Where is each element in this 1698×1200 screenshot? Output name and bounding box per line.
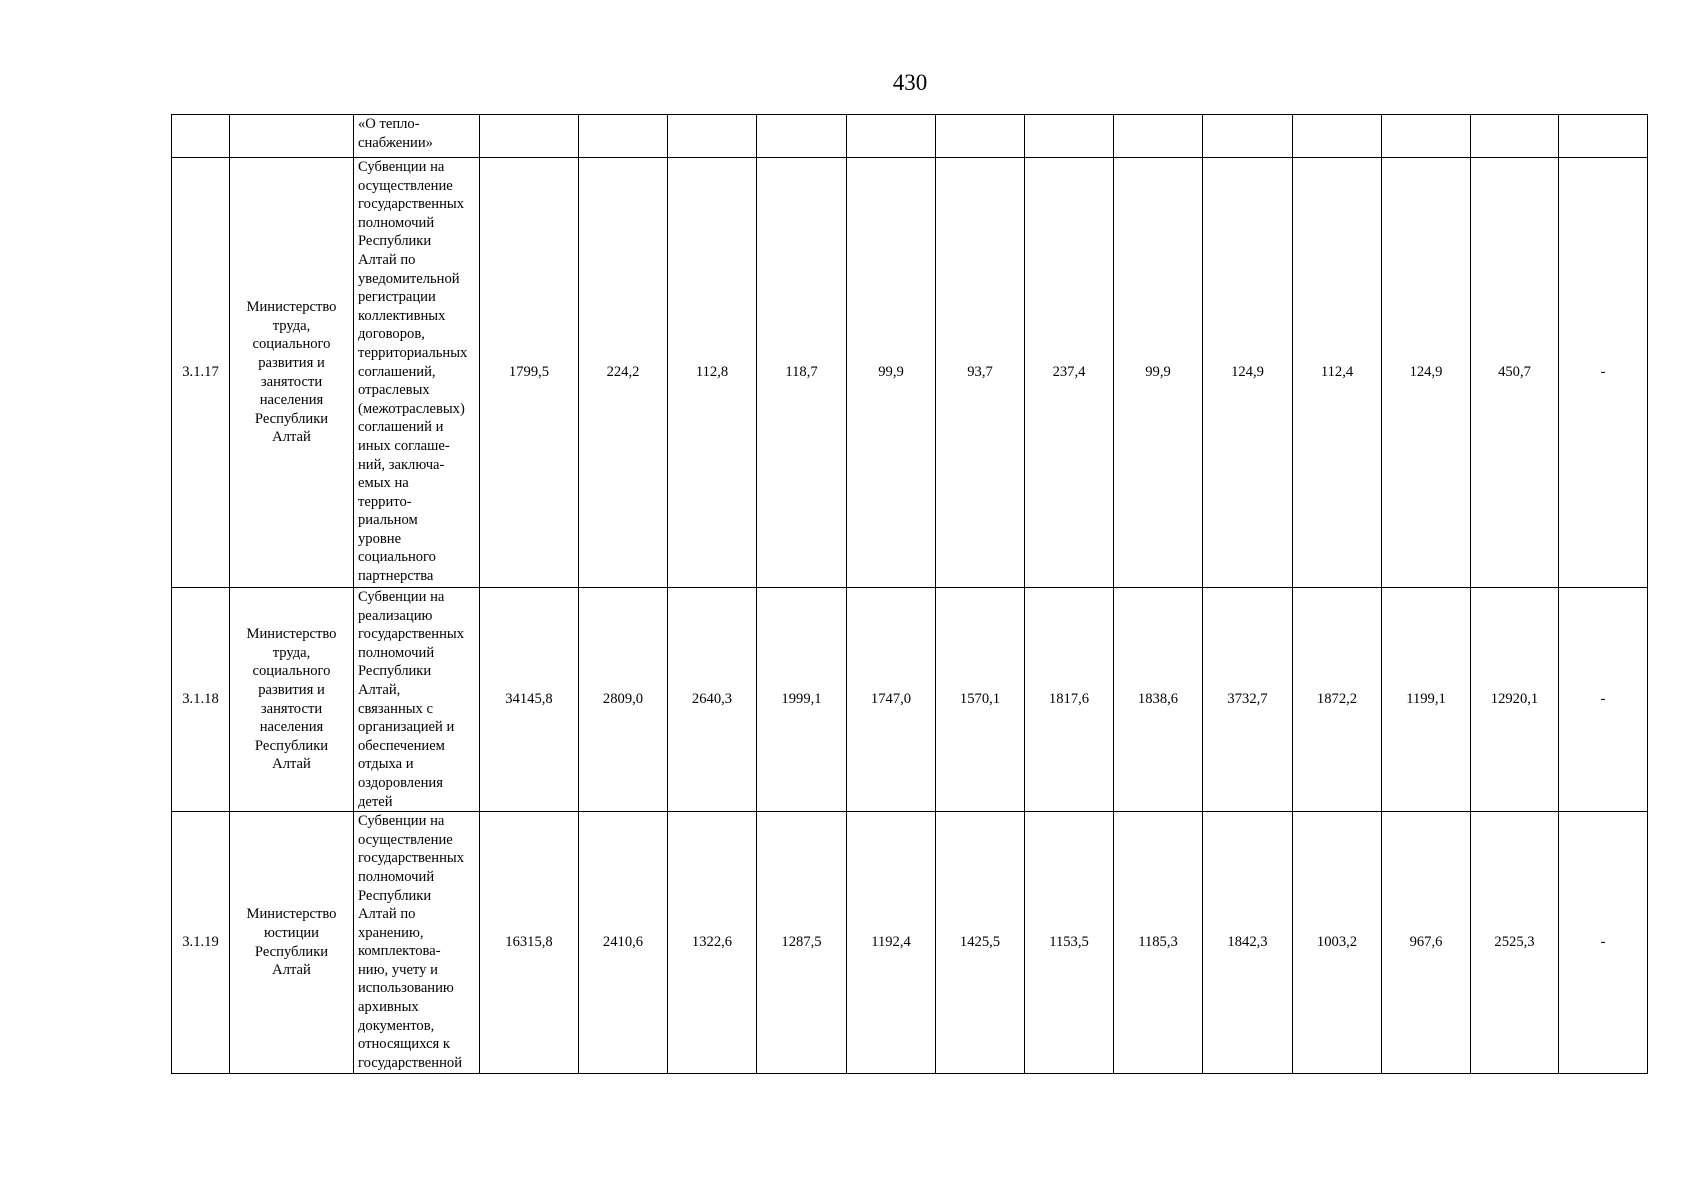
note-cell (1559, 115, 1648, 158)
organization-cell (230, 812, 354, 1074)
value-cell (480, 115, 579, 158)
value-cell (1025, 115, 1114, 158)
organization-cell (230, 158, 354, 588)
value-cell: 2525,3 (1471, 812, 1559, 1074)
organization-text: Министерство юстиции Республики Алтай (246, 906, 337, 979)
value-cell: 124,9 (1382, 158, 1471, 588)
value-cell: 1287,5 (757, 812, 847, 1074)
value-cell: 3732,7 (1203, 588, 1293, 812)
value-cell: 1999,1 (757, 588, 847, 812)
note-cell: - (1559, 812, 1648, 1074)
value-cell (847, 115, 936, 158)
value-cell: 1199,1 (1382, 588, 1471, 812)
description-text: Субвенции на осуществление государственных полномочий Республики Алтай по уведомительной регистрации коллективных договоров, территориальных соглашений, отраслевых (межотраслевых) соглашений и иных соглаше- ний, заключа- емых на террито- риальном уровне социального партнерства (358, 159, 468, 585)
value-cell: 237,4 (1025, 158, 1114, 588)
value-cell: 1799,5 (480, 158, 579, 588)
table-row (172, 115, 1648, 158)
table-row (172, 158, 1648, 588)
value-cell (936, 115, 1025, 158)
value-cell: 1817,6 (1025, 588, 1114, 812)
description-text: Субвенции на осуществление государственных полномочий Республики Алтай по хранению, комплектова- нию, учету и использованию архивных документов, относящихся к государственной (358, 813, 465, 1071)
page-number: 430 (892, 70, 928, 95)
value-cell: 2410,6 (579, 812, 668, 1074)
value-cell: 1192,4 (847, 812, 936, 1074)
value-cell: 12920,1 (1471, 588, 1559, 812)
organization-text: Министерство труда, социального развития и занятости населения Республики Алтай (246, 299, 337, 446)
row-id-cell: 3.1.19 (172, 812, 230, 1074)
value-cell: 2640,3 (668, 588, 757, 812)
description-cell (354, 812, 480, 1074)
table-body (172, 115, 1648, 1074)
value-cell (1114, 115, 1203, 158)
value-cell: 1185,3 (1114, 812, 1203, 1074)
value-cell (1203, 115, 1293, 158)
value-cell: 99,9 (847, 158, 936, 588)
description-cell (354, 115, 480, 158)
value-cell: 967,6 (1382, 812, 1471, 1074)
value-cell: 124,9 (1203, 158, 1293, 588)
table-row (172, 588, 1648, 812)
budget-table (171, 114, 1648, 1074)
row-id-cell: 3.1.18 (172, 588, 230, 812)
organization-text: Министерство труда, социального развития и занятости населения Республики Алтай (246, 626, 337, 773)
note-cell: - (1559, 588, 1648, 812)
row-id-cell: 3.1.17 (172, 158, 230, 588)
value-cell: 1838,6 (1114, 588, 1203, 812)
value-cell: 1747,0 (847, 588, 936, 812)
value-cell (1382, 115, 1471, 158)
value-cell: 1003,2 (1293, 812, 1382, 1074)
value-cell: 1425,5 (936, 812, 1025, 1074)
value-cell: 1153,5 (1025, 812, 1114, 1074)
description-text: «О тепло- снабжении» (358, 116, 433, 151)
value-cell: 1842,3 (1203, 812, 1293, 1074)
value-cell (668, 115, 757, 158)
value-cell: 2809,0 (579, 588, 668, 812)
value-cell: 99,9 (1114, 158, 1203, 588)
value-cell: 224,2 (579, 158, 668, 588)
note-cell: - (1559, 158, 1648, 588)
value-cell: 1570,1 (936, 588, 1025, 812)
value-cell: 112,4 (1293, 158, 1382, 588)
organization-cell (230, 115, 354, 158)
value-cell: 112,8 (668, 158, 757, 588)
description-cell (354, 588, 480, 812)
description-cell (354, 158, 480, 588)
value-cell: 118,7 (757, 158, 847, 588)
table-row (172, 812, 1648, 1074)
row-id-cell (172, 115, 230, 158)
value-cell: 1872,2 (1293, 588, 1382, 812)
value-cell: 1322,6 (668, 812, 757, 1074)
value-cell (1471, 115, 1559, 158)
organization-cell (230, 588, 354, 812)
value-cell: 450,7 (1471, 158, 1559, 588)
value-cell (1293, 115, 1382, 158)
value-cell: 16315,8 (480, 812, 579, 1074)
value-cell (757, 115, 847, 158)
description-text: Субвенции на реализацию государственных полномочий Республики Алтай, связанных с организацией и обеспечением отдыха и оздоровления детей (358, 589, 465, 810)
value-cell (579, 115, 668, 158)
value-cell: 34145,8 (480, 588, 579, 812)
value-cell: 93,7 (936, 158, 1025, 588)
